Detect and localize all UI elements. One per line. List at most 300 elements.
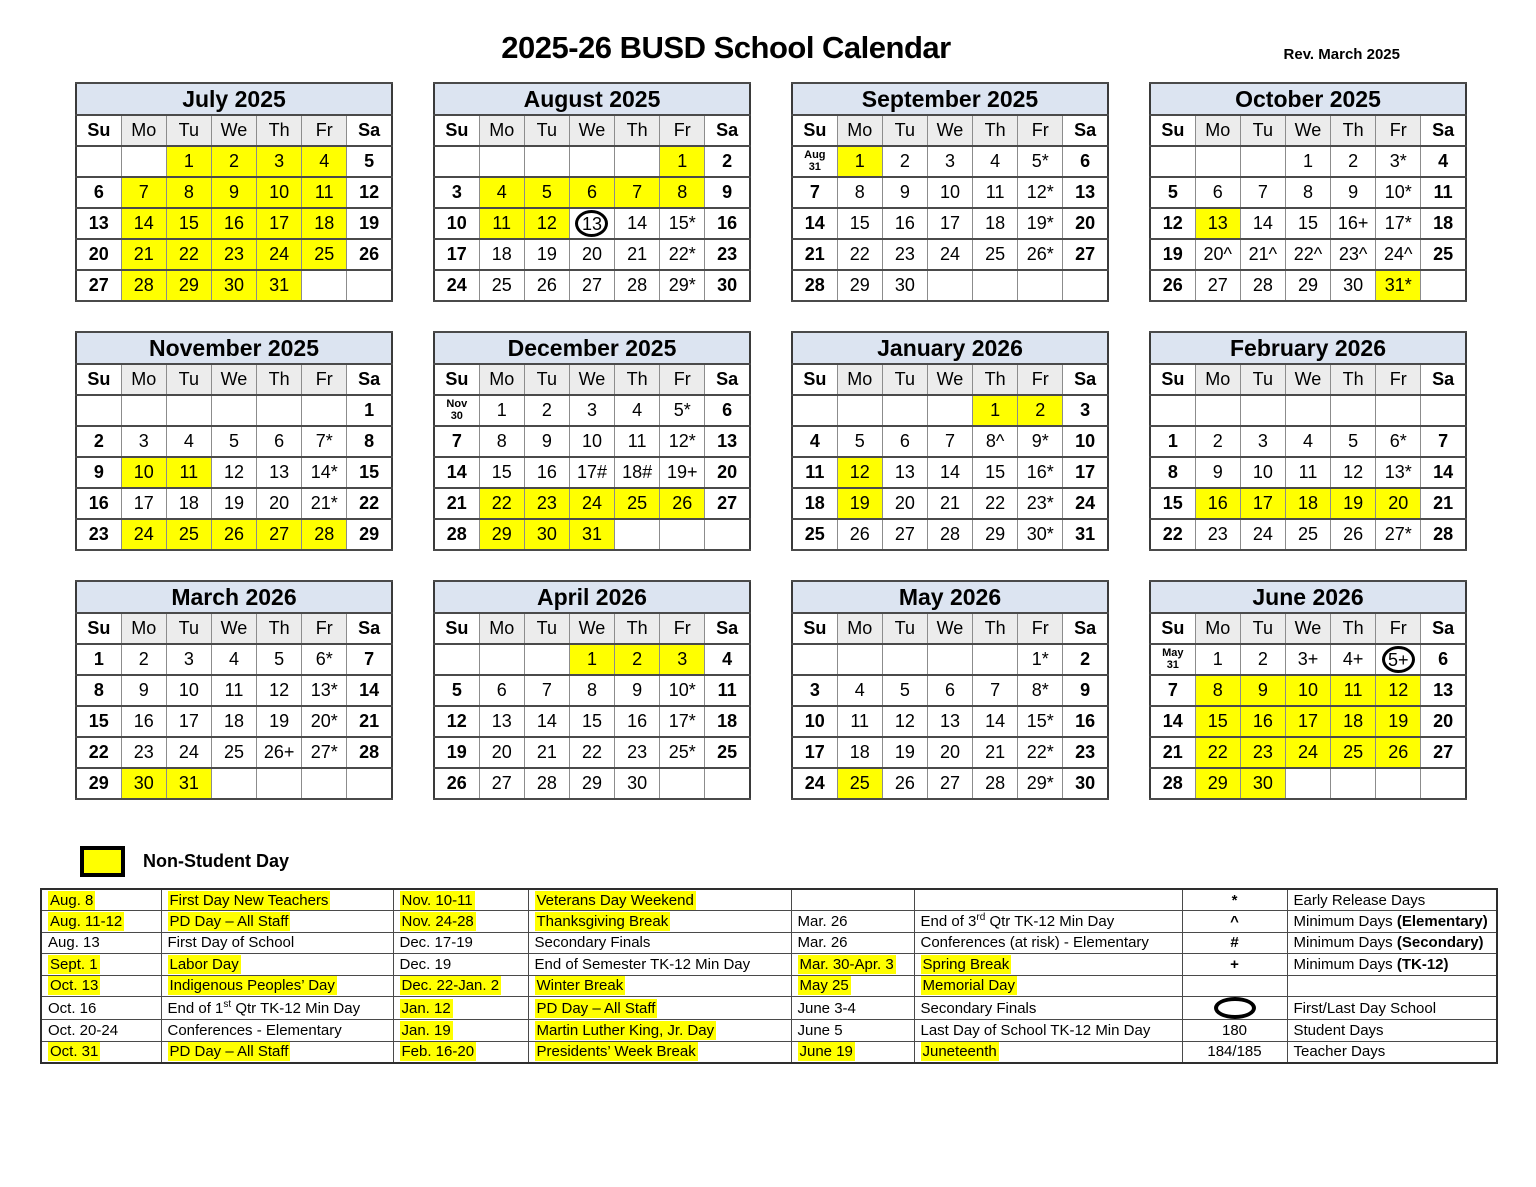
highlighted-text: Thanksgiving Break bbox=[536, 912, 669, 930]
day-cell: 27* bbox=[1376, 519, 1421, 550]
legend-symbol: + bbox=[1182, 954, 1287, 976]
day-cell: 4 bbox=[211, 644, 256, 675]
weekday-header: Sa bbox=[705, 364, 750, 395]
weekday-header: Th bbox=[973, 613, 1018, 644]
day-cell: 24 bbox=[257, 239, 302, 270]
day-cell: 29 bbox=[1195, 768, 1240, 799]
day-cell bbox=[211, 768, 256, 799]
day-cell: 24 bbox=[1240, 519, 1285, 550]
event-description: Conferences (at risk) - Elementary bbox=[914, 932, 1182, 954]
weekday-header: Sa bbox=[347, 613, 392, 644]
day-cell: 11 bbox=[615, 426, 660, 457]
day-cell: 12 bbox=[257, 675, 302, 706]
day-cell: 21 bbox=[792, 239, 837, 270]
day-cell: 27 bbox=[569, 270, 614, 301]
weekday-header: Mo bbox=[121, 613, 166, 644]
day-cell: 22 bbox=[1150, 519, 1195, 550]
day-cell: 7 bbox=[1240, 177, 1285, 208]
event-date bbox=[393, 1020, 528, 1042]
weekday-header: Tu bbox=[524, 115, 569, 146]
day-cell: 7 bbox=[347, 644, 392, 675]
day-cell bbox=[1063, 270, 1108, 301]
day-cell: 30 bbox=[615, 768, 660, 799]
day-cell bbox=[837, 395, 882, 426]
day-cell: 20 bbox=[479, 737, 524, 768]
day-cell: 27 bbox=[927, 768, 972, 799]
day-cell: 18 bbox=[302, 208, 347, 239]
day-cell: 25 bbox=[211, 737, 256, 768]
day-cell: 3 bbox=[166, 644, 211, 675]
day-cell bbox=[1421, 270, 1466, 301]
day-cell: 2 bbox=[1018, 395, 1063, 426]
day-cell bbox=[347, 768, 392, 799]
weekday-header: Su bbox=[76, 115, 121, 146]
day-cell: 4 bbox=[479, 177, 524, 208]
day-cell: 30 bbox=[121, 768, 166, 799]
day-cell: 6 bbox=[705, 395, 750, 426]
day-cell bbox=[1150, 395, 1195, 426]
day-cell: 26 bbox=[1376, 737, 1421, 768]
month-title: April 2026 bbox=[434, 581, 750, 613]
day-cell: 16 bbox=[1063, 706, 1108, 737]
day-cell: 22 bbox=[347, 488, 392, 519]
highlighted-text: May 25 bbox=[799, 977, 849, 995]
day-cell: 10 bbox=[927, 177, 972, 208]
day-cell: 26 bbox=[211, 519, 256, 550]
day-cell: 28 bbox=[615, 270, 660, 301]
day-cell: 25 bbox=[705, 737, 750, 768]
day-cell: 16 bbox=[524, 457, 569, 488]
day-cell: 5 bbox=[211, 426, 256, 457]
legend-symbol bbox=[1182, 975, 1287, 997]
day-cell: 28 bbox=[973, 768, 1018, 799]
day-cell: 3 bbox=[660, 644, 705, 675]
weekday-header: We bbox=[927, 364, 972, 395]
day-cell: 6* bbox=[302, 644, 347, 675]
day-cell bbox=[1331, 768, 1376, 799]
event-date: Dec. 17-19 bbox=[393, 932, 528, 954]
weekday-header: Su bbox=[1150, 613, 1195, 644]
month-title: May 2026 bbox=[792, 581, 1108, 613]
day-cell: 23 bbox=[211, 239, 256, 270]
day-cell: 11 bbox=[837, 706, 882, 737]
day-cell: 3 bbox=[257, 146, 302, 177]
event-row bbox=[41, 954, 1497, 976]
day-cell: 18 bbox=[837, 737, 882, 768]
day-cell: 19 bbox=[434, 737, 479, 768]
day-cell: 21 bbox=[347, 706, 392, 737]
day-cell: 12* bbox=[1018, 177, 1063, 208]
day-cell: 28 bbox=[347, 737, 392, 768]
legend-description: Minimum Days (Elementary) bbox=[1287, 911, 1497, 933]
events-table bbox=[40, 888, 1498, 1064]
day-cell: 6 bbox=[257, 426, 302, 457]
day-cell: 17 bbox=[434, 239, 479, 270]
day-cell: 5 bbox=[1150, 177, 1195, 208]
day-cell: 17 bbox=[792, 737, 837, 768]
day-cell: 23 bbox=[1240, 737, 1285, 768]
day-cell: 14 bbox=[1421, 457, 1466, 488]
day-cell: 17* bbox=[1376, 208, 1421, 239]
day-cell: 22 bbox=[569, 737, 614, 768]
day-cell: 25 bbox=[973, 239, 1018, 270]
highlighted-text: Oct. 13 bbox=[50, 977, 99, 995]
day-cell: 24 bbox=[927, 239, 972, 270]
weekday-header: Mo bbox=[1195, 364, 1240, 395]
day-cell: 14* bbox=[302, 457, 347, 488]
month-title: October 2025 bbox=[1150, 83, 1466, 115]
weekday-header: Su bbox=[434, 364, 479, 395]
month-calendar bbox=[433, 580, 751, 800]
month-title: November 2025 bbox=[76, 332, 392, 364]
day-cell: 6 bbox=[882, 426, 927, 457]
day-cell: 4 bbox=[302, 146, 347, 177]
month-title: January 2026 bbox=[792, 332, 1108, 364]
day-cell: 21^ bbox=[1240, 239, 1285, 270]
event-date bbox=[393, 889, 528, 911]
month-calendar bbox=[75, 331, 393, 551]
day-cell: May 31 bbox=[1150, 644, 1195, 675]
day-cell: 29 bbox=[166, 270, 211, 301]
day-cell bbox=[1150, 146, 1195, 177]
day-cell: 2 bbox=[524, 395, 569, 426]
day-cell: 30 bbox=[882, 270, 927, 301]
day-cell: 31 bbox=[569, 519, 614, 550]
day-cell: 23 bbox=[1063, 737, 1108, 768]
weekday-header: Th bbox=[615, 364, 660, 395]
day-cell: 9 bbox=[1195, 457, 1240, 488]
day-cell bbox=[882, 395, 927, 426]
day-cell: 1 bbox=[76, 644, 121, 675]
day-cell: 19 bbox=[347, 208, 392, 239]
day-cell: 29* bbox=[660, 270, 705, 301]
day-cell bbox=[347, 270, 392, 301]
day-cell: 15* bbox=[660, 208, 705, 239]
weekday-header: Su bbox=[1150, 364, 1195, 395]
day-cell bbox=[121, 146, 166, 177]
highlighted-text: Mar. 30-Apr. 3 bbox=[799, 955, 894, 973]
day-cell bbox=[973, 270, 1018, 301]
event-row bbox=[41, 997, 1497, 1020]
day-cell: 8 bbox=[660, 177, 705, 208]
weekday-header: Sa bbox=[347, 364, 392, 395]
day-cell bbox=[569, 146, 614, 177]
day-cell: 15 bbox=[479, 457, 524, 488]
event-date: Aug. 13 bbox=[41, 932, 161, 954]
weekday-header: Th bbox=[257, 115, 302, 146]
day-cell: 14 bbox=[434, 457, 479, 488]
day-cell: 22 bbox=[1195, 737, 1240, 768]
weekday-header: Su bbox=[792, 115, 837, 146]
day-cell: 17* bbox=[660, 706, 705, 737]
day-cell: 15 bbox=[569, 706, 614, 737]
day-cell bbox=[660, 519, 705, 550]
day-cell: 3 bbox=[569, 395, 614, 426]
yellow-swatch-icon bbox=[80, 846, 125, 877]
weekday-header: Mo bbox=[1195, 613, 1240, 644]
highlighted-text: PD Day – All Staff bbox=[536, 999, 656, 1017]
highlighted-text: Nov. 10-11 bbox=[401, 891, 473, 909]
month-title: March 2026 bbox=[76, 581, 392, 613]
weekday-header: Fr bbox=[1018, 613, 1063, 644]
day-cell bbox=[1421, 768, 1466, 799]
day-cell: 3 bbox=[121, 426, 166, 457]
day-cell: 28 bbox=[792, 270, 837, 301]
day-cell: 24 bbox=[792, 768, 837, 799]
day-cell-first-last bbox=[1376, 644, 1421, 675]
day-cell: 1 bbox=[973, 395, 1018, 426]
day-cell: 9 bbox=[76, 457, 121, 488]
legend-description: Minimum Days (Secondary) bbox=[1287, 932, 1497, 954]
day-cell: 30 bbox=[1063, 768, 1108, 799]
weekday-header: Th bbox=[615, 115, 660, 146]
day-cell bbox=[257, 768, 302, 799]
highlighted-text: Memorial Day bbox=[922, 977, 1016, 995]
month-calendar bbox=[433, 82, 751, 302]
day-cell: 29 bbox=[837, 270, 882, 301]
highlighted-text: Jan. 19 bbox=[401, 1021, 451, 1039]
day-cell: 24 bbox=[1285, 737, 1330, 768]
day-cell: 18# bbox=[615, 457, 660, 488]
day-cell: 15 bbox=[166, 208, 211, 239]
day-cell: 28 bbox=[302, 519, 347, 550]
day-cell bbox=[882, 644, 927, 675]
day-cell: 24 bbox=[1063, 488, 1108, 519]
day-cell bbox=[166, 395, 211, 426]
weekday-header: Sa bbox=[1063, 115, 1108, 146]
day-cell: 1 bbox=[1150, 426, 1195, 457]
day-cell: 21 bbox=[973, 737, 1018, 768]
event-date bbox=[791, 975, 914, 997]
month-calendar bbox=[1149, 580, 1467, 800]
day-cell bbox=[660, 768, 705, 799]
day-cell: 23 bbox=[882, 239, 927, 270]
day-cell: 3 bbox=[1240, 426, 1285, 457]
event-description bbox=[914, 954, 1182, 976]
event-date bbox=[41, 954, 161, 976]
weekday-header: Mo bbox=[121, 115, 166, 146]
weekday-header: Su bbox=[76, 613, 121, 644]
day-cell: 26+ bbox=[257, 737, 302, 768]
day-cell: 20 bbox=[1063, 208, 1108, 239]
legend-description: Teacher Days bbox=[1287, 1041, 1497, 1063]
weekday-header: Fr bbox=[302, 115, 347, 146]
event-description: End of Semester TK-12 Min Day bbox=[528, 954, 791, 976]
day-cell bbox=[76, 146, 121, 177]
event-row bbox=[41, 1020, 1497, 1042]
day-cell: 27* bbox=[302, 737, 347, 768]
highlighted-text: Indigenous Peoples’ Day bbox=[169, 977, 335, 995]
first-last-day-oval-icon bbox=[1214, 997, 1256, 1019]
weekday-header: We bbox=[211, 364, 256, 395]
day-cell: 14 bbox=[973, 706, 1018, 737]
day-cell: 29 bbox=[479, 519, 524, 550]
day-cell: 25 bbox=[479, 270, 524, 301]
day-cell: 1 bbox=[1285, 146, 1330, 177]
day-cell: 3 bbox=[792, 675, 837, 706]
day-cell: 15 bbox=[973, 457, 1018, 488]
event-date: June 3-4 bbox=[791, 997, 914, 1020]
event-description: First Day of School bbox=[161, 932, 393, 954]
legend-description: Early Release Days bbox=[1287, 889, 1497, 911]
event-row bbox=[41, 1041, 1497, 1063]
day-cell: 7 bbox=[792, 177, 837, 208]
day-cell: 9 bbox=[615, 675, 660, 706]
day-cell: 16 bbox=[1240, 706, 1285, 737]
event-row bbox=[41, 975, 1497, 997]
day-cell bbox=[705, 768, 750, 799]
day-cell: 28 bbox=[434, 519, 479, 550]
day-cell bbox=[1376, 768, 1421, 799]
weekday-header: Sa bbox=[705, 613, 750, 644]
day-cell: 7 bbox=[434, 426, 479, 457]
day-cell: 13* bbox=[302, 675, 347, 706]
day-cell: 27 bbox=[882, 519, 927, 550]
weekday-header: Fr bbox=[1376, 613, 1421, 644]
day-cell: 16 bbox=[76, 488, 121, 519]
event-date bbox=[41, 911, 161, 933]
event-description bbox=[161, 954, 393, 976]
legend-symbol: 180 bbox=[1182, 1020, 1287, 1042]
day-cell: 29 bbox=[973, 519, 1018, 550]
day-cell: 12* bbox=[660, 426, 705, 457]
legend-symbol: ^ bbox=[1182, 911, 1287, 933]
weekday-header: Sa bbox=[1421, 115, 1466, 146]
day-cell: 11 bbox=[792, 457, 837, 488]
day-cell: 20 bbox=[882, 488, 927, 519]
month-calendar bbox=[791, 580, 1109, 800]
day-cell: 23* bbox=[1018, 488, 1063, 519]
day-cell: 9 bbox=[882, 177, 927, 208]
weekday-header: Fr bbox=[660, 613, 705, 644]
day-cell: 16 bbox=[1195, 488, 1240, 519]
month-calendar bbox=[791, 82, 1109, 302]
day-cell: 18 bbox=[973, 208, 1018, 239]
day-cell bbox=[479, 644, 524, 675]
day-cell bbox=[257, 395, 302, 426]
event-description bbox=[528, 911, 791, 933]
highlighted-text: Oct. 31 bbox=[50, 1043, 99, 1060]
day-cell: 14 bbox=[927, 457, 972, 488]
day-cell: 10* bbox=[660, 675, 705, 706]
day-cell: 7 bbox=[927, 426, 972, 457]
day-cell: 8 bbox=[347, 426, 392, 457]
day-cell: 5* bbox=[660, 395, 705, 426]
day-cell: 8^ bbox=[973, 426, 1018, 457]
day-cell bbox=[927, 644, 972, 675]
day-cell: 15 bbox=[1150, 488, 1195, 519]
day-cell: 7* bbox=[302, 426, 347, 457]
day-cell: 19 bbox=[211, 488, 256, 519]
day-cell: 21* bbox=[302, 488, 347, 519]
day-cell: 2 bbox=[1195, 426, 1240, 457]
weekday-header: Tu bbox=[524, 364, 569, 395]
day-cell: Aug 31 bbox=[792, 146, 837, 177]
day-cell bbox=[1240, 395, 1285, 426]
day-cell: 17 bbox=[166, 706, 211, 737]
day-cell bbox=[615, 146, 660, 177]
day-cell: 19 bbox=[837, 488, 882, 519]
day-cell: 15 bbox=[76, 706, 121, 737]
legend-symbol: * bbox=[1182, 889, 1287, 911]
weekday-header: Su bbox=[1150, 115, 1195, 146]
day-cell bbox=[1376, 395, 1421, 426]
day-cell: Nov 30 bbox=[434, 395, 479, 426]
weekday-header: We bbox=[1285, 364, 1330, 395]
day-cell: 27 bbox=[1063, 239, 1108, 270]
weekday-header: Th bbox=[257, 613, 302, 644]
day-cell: 12 bbox=[1331, 457, 1376, 488]
day-cell: 31 bbox=[257, 270, 302, 301]
highlighted-text: Juneteenth bbox=[922, 1043, 997, 1060]
weekday-header: We bbox=[1285, 115, 1330, 146]
event-description bbox=[528, 975, 791, 997]
event-date: Oct. 16 bbox=[41, 997, 161, 1020]
day-cell: 21 bbox=[1150, 737, 1195, 768]
day-cell: 27 bbox=[1195, 270, 1240, 301]
day-cell: 22* bbox=[660, 239, 705, 270]
day-cell: 16 bbox=[615, 706, 660, 737]
month-calendar bbox=[433, 331, 751, 551]
day-cell: 8 bbox=[76, 675, 121, 706]
event-description bbox=[528, 889, 791, 911]
event-description bbox=[161, 975, 393, 997]
day-cell: 25 bbox=[302, 239, 347, 270]
event-date bbox=[41, 975, 161, 997]
event-row bbox=[41, 889, 1497, 911]
day-cell: 28 bbox=[1421, 519, 1466, 550]
weekday-header: Th bbox=[615, 613, 660, 644]
event-description: End of 3rd Qtr TK-12 Min Day bbox=[914, 911, 1182, 933]
day-cell: 16 bbox=[705, 208, 750, 239]
weekday-header: Sa bbox=[705, 115, 750, 146]
day-cell bbox=[302, 768, 347, 799]
day-cell bbox=[1240, 146, 1285, 177]
day-cell: 9 bbox=[1063, 675, 1108, 706]
day-cell: 27 bbox=[76, 270, 121, 301]
weekday-header: Th bbox=[973, 364, 1018, 395]
weekday-header: Tu bbox=[166, 115, 211, 146]
weekday-header: Sa bbox=[1421, 364, 1466, 395]
day-cell: 21 bbox=[927, 488, 972, 519]
day-cell bbox=[302, 270, 347, 301]
event-date bbox=[393, 1041, 528, 1063]
highlighted-text: Feb. 16-20 bbox=[401, 1043, 475, 1060]
day-cell: 26 bbox=[1331, 519, 1376, 550]
non-student-day-legend bbox=[80, 846, 289, 877]
day-cell: 12 bbox=[1376, 675, 1421, 706]
revision-note: Rev. March 2025 bbox=[1283, 46, 1400, 63]
day-cell: 11 bbox=[1285, 457, 1330, 488]
day-cell: 21 bbox=[615, 239, 660, 270]
day-cell: 2 bbox=[615, 644, 660, 675]
day-cell bbox=[927, 270, 972, 301]
day-cell: 22 bbox=[166, 239, 211, 270]
weekday-header: We bbox=[1285, 613, 1330, 644]
day-cell: 29 bbox=[1285, 270, 1330, 301]
day-cell: 2 bbox=[211, 146, 256, 177]
day-cell: 28 bbox=[927, 519, 972, 550]
day-cell: 13 bbox=[257, 457, 302, 488]
day-cell: 20 bbox=[705, 457, 750, 488]
day-cell: 2 bbox=[705, 146, 750, 177]
day-cell: 17 bbox=[121, 488, 166, 519]
day-cell: 16+ bbox=[1331, 208, 1376, 239]
day-cell: 19 bbox=[882, 737, 927, 768]
day-cell: 14 bbox=[121, 208, 166, 239]
day-cell: 25 bbox=[1331, 737, 1376, 768]
day-cell: 25 bbox=[837, 768, 882, 799]
